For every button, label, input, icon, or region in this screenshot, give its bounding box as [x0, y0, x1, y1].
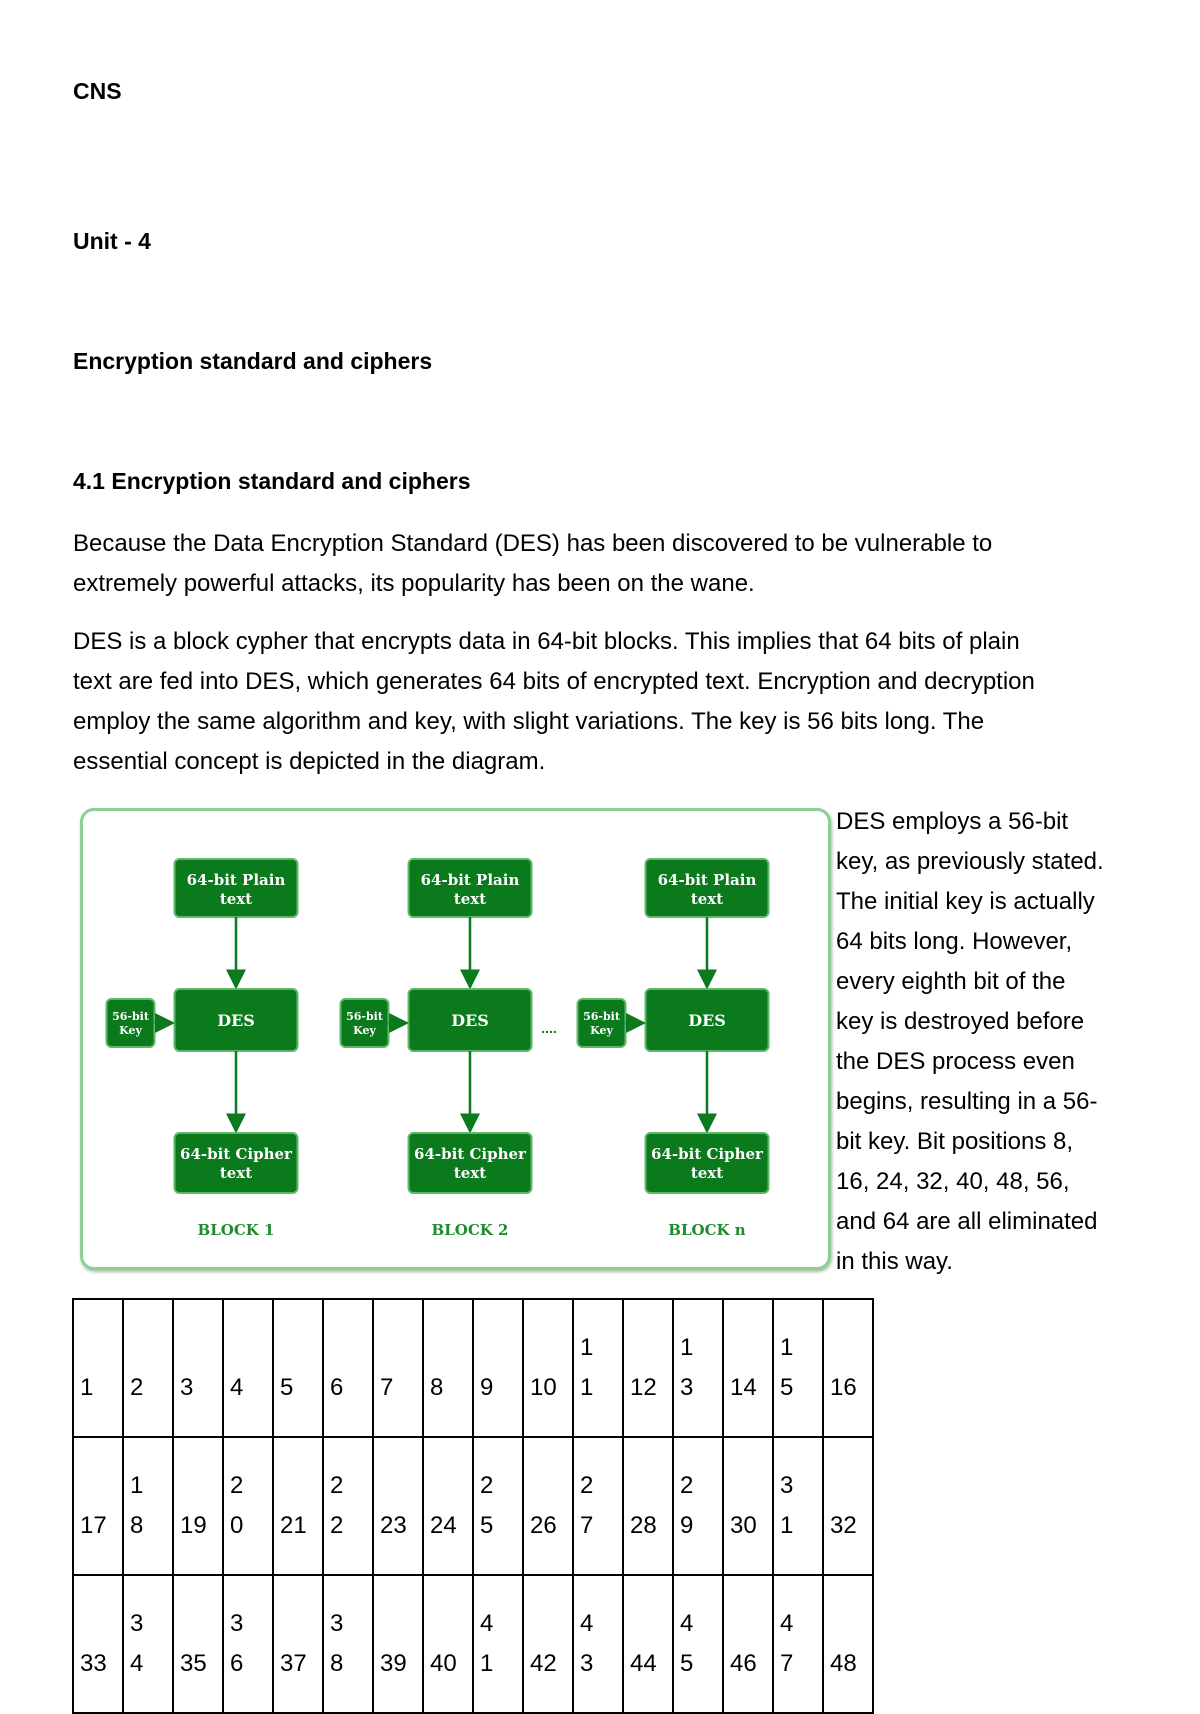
cell-text: 1	[80, 1374, 94, 1401]
cell-text: 9	[680, 1512, 694, 1539]
table-cell	[173, 1299, 223, 1437]
cell-text: 23	[380, 1512, 407, 1539]
cell-text: 1	[780, 1334, 794, 1361]
cell-text: 48	[830, 1650, 857, 1677]
cell-text: 2	[130, 1374, 144, 1401]
cell-text: 4	[580, 1610, 594, 1637]
table-row	[73, 1299, 873, 1437]
table-cell	[423, 1575, 473, 1713]
table-cell	[773, 1299, 823, 1437]
cell-text: 3	[330, 1610, 344, 1637]
table-cell	[673, 1575, 723, 1713]
side-text-line: every eighth bit of the	[836, 968, 1066, 995]
cell-text: 2	[230, 1472, 244, 1499]
side-text-line: key is destroyed before	[836, 1008, 1085, 1035]
cell-text: 6	[330, 1374, 344, 1401]
table-cell	[223, 1299, 273, 1437]
cell-text: 3	[230, 1610, 244, 1637]
table-cell	[373, 1575, 423, 1713]
cell-text: 26	[530, 1512, 557, 1539]
side-text-line: DES employs a 56-bit	[836, 808, 1069, 835]
cell-text: 37	[280, 1650, 307, 1677]
key-box	[341, 999, 389, 1047]
table-cell	[773, 1575, 823, 1713]
cell-text: 2	[330, 1472, 344, 1499]
cell-text: 2	[680, 1472, 694, 1499]
table-cell	[323, 1437, 373, 1575]
cell-text: 3	[180, 1374, 194, 1401]
cell-text: 0	[230, 1512, 244, 1539]
table-cell	[573, 1575, 623, 1713]
table-cell	[773, 1437, 823, 1575]
table-cell	[323, 1575, 373, 1713]
cell-text: 1	[580, 1334, 594, 1361]
cell-text: 32	[830, 1512, 857, 1539]
table-cell	[473, 1575, 523, 1713]
table-cell	[123, 1437, 173, 1575]
cell-text: 10	[530, 1374, 557, 1401]
table-cell	[223, 1575, 273, 1713]
side-text-line: the DES process even	[836, 1048, 1075, 1075]
cell-text: 4	[780, 1610, 794, 1637]
cell-text: 39	[380, 1650, 407, 1677]
key-label: Key	[353, 1024, 376, 1037]
table-cell	[273, 1299, 323, 1437]
ciphertext-box	[175, 1133, 298, 1193]
cell-text: 28	[630, 1512, 657, 1539]
section-heading: 4.1 Encryption standard and ciphers	[73, 468, 471, 494]
plaintext-label: 64-bit Plain	[420, 871, 520, 889]
des-label: DES	[688, 1011, 726, 1030]
cell-text: 42	[530, 1650, 557, 1677]
table-cell	[473, 1437, 523, 1575]
table-cell	[323, 1299, 373, 1437]
table-cell	[223, 1437, 273, 1575]
cell-text: 30	[730, 1512, 757, 1539]
key-box	[107, 999, 155, 1047]
plaintext-label: text	[219, 890, 253, 908]
block-label: BLOCK 1	[197, 1221, 275, 1239]
table-cell	[273, 1575, 323, 1713]
ciphertext-label: 64-bit Cipher	[414, 1145, 526, 1163]
cell-text: 46	[730, 1650, 757, 1677]
cell-text: 19	[180, 1512, 207, 1539]
course-code: CNS	[73, 78, 122, 104]
side-text-line: and 64 are all eliminated	[836, 1208, 1098, 1235]
cell-text: 1	[780, 1512, 794, 1539]
cell-text: 1	[480, 1650, 494, 1677]
block-label: BLOCK n	[668, 1221, 746, 1239]
document-title: Encryption standard and ciphers	[73, 348, 433, 374]
table-cell	[573, 1299, 623, 1437]
des-diagram-canvas	[83, 811, 828, 1267]
key-label: Key	[119, 1024, 142, 1037]
table-cell	[473, 1299, 523, 1437]
paragraph-des-description	[73, 622, 1133, 782]
table-cell	[723, 1575, 773, 1713]
cell-text: 40	[430, 1650, 457, 1677]
paragraph-line: extremely powerful attacks, its popularity has been on the wane.	[73, 570, 755, 597]
cell-text: 3	[780, 1472, 794, 1499]
cell-text: 4	[480, 1610, 494, 1637]
paragraph-line: employ the same algorithm and key, with slight variations. The key is 56 bits long. The	[73, 708, 985, 735]
cell-text: 7	[580, 1512, 594, 1539]
cell-text: 4	[230, 1374, 244, 1401]
cell-text: 3	[580, 1650, 594, 1677]
cell-text: 5	[680, 1650, 694, 1677]
table-cell	[123, 1575, 173, 1713]
cell-text: 35	[180, 1650, 207, 1677]
key-label: Key	[590, 1024, 613, 1037]
side-text-line: in this way.	[836, 1248, 953, 1275]
bit-position-table	[72, 1298, 874, 1714]
ciphertext-box	[409, 1133, 532, 1193]
paragraph-line: essential concept is depicted in the diagram.	[73, 748, 546, 775]
table-cell	[723, 1437, 773, 1575]
table-cell	[173, 1437, 223, 1575]
table-cell	[523, 1437, 573, 1575]
cell-text: 1	[130, 1472, 144, 1499]
cell-text: 5	[280, 1374, 294, 1401]
paragraph-line: text are fed into DES, which generates 64 bits of encrypted text. Encryption and decryption	[73, 668, 1035, 695]
cell-text: 2	[330, 1512, 344, 1539]
cell-text: 4	[130, 1650, 144, 1677]
table-cell	[373, 1437, 423, 1575]
cell-text: 6	[230, 1650, 244, 1677]
plaintext-label: text	[453, 890, 487, 908]
cell-text: 12	[630, 1374, 657, 1401]
table-cell	[623, 1437, 673, 1575]
table-cell	[273, 1437, 323, 1575]
key-label: 56-bit	[583, 1010, 620, 1023]
cell-text: 7	[780, 1650, 794, 1677]
cell-text: 3	[680, 1374, 694, 1401]
table-cell	[823, 1299, 873, 1437]
side-text-line: begins, resulting in a 56-	[836, 1088, 1098, 1115]
paragraph-line: Because the Data Encryption Standard (DES) has been discovered to be vulnerable to	[73, 530, 993, 557]
table-cell	[373, 1299, 423, 1437]
table-row	[73, 1437, 873, 1575]
cell-text: 3	[130, 1610, 144, 1637]
cell-text: 8	[330, 1650, 344, 1677]
table-cell	[123, 1299, 173, 1437]
table-cell	[573, 1437, 623, 1575]
paragraph-line: DES is a block cypher that encrypts data in 64-bit blocks. This implies that 64 bits of plain	[73, 628, 1020, 655]
table-cell	[423, 1299, 473, 1437]
side-explanation	[836, 802, 1136, 1282]
cell-text: 24	[430, 1512, 457, 1539]
plaintext-label: 64-bit Plain	[186, 871, 286, 889]
table-cell	[73, 1575, 123, 1713]
cell-text: 9	[480, 1374, 494, 1401]
cell-text: 5	[780, 1374, 794, 1401]
cell-text: 1	[680, 1334, 694, 1361]
side-text-line: key, as previously stated.	[836, 848, 1104, 875]
key-label: 56-bit	[112, 1010, 149, 1023]
table-cell	[673, 1437, 723, 1575]
cell-text: 44	[630, 1650, 657, 1677]
des-label: DES	[217, 1011, 255, 1030]
ciphertext-label: text	[219, 1164, 253, 1182]
cell-text: 2	[580, 1472, 594, 1499]
cell-text: 16	[830, 1374, 857, 1401]
table-cell	[723, 1299, 773, 1437]
block-label: BLOCK 2	[431, 1221, 509, 1239]
table-cell	[523, 1575, 573, 1713]
cell-text: 1	[580, 1374, 594, 1401]
cell-text: 21	[280, 1512, 307, 1539]
cell-text: 8	[130, 1512, 144, 1539]
cell-text: 33	[80, 1650, 107, 1677]
plaintext-label: 64-bit Plain	[657, 871, 757, 889]
table-cell	[623, 1299, 673, 1437]
table-row	[73, 1575, 873, 1713]
side-text-line: 64 bits long. However,	[836, 928, 1073, 955]
ciphertext-label: 64-bit Cipher	[180, 1145, 292, 1163]
paragraph-des-vulnerability	[73, 524, 1133, 604]
table-cell	[673, 1299, 723, 1437]
des-label: DES	[451, 1011, 489, 1030]
unit-label: Unit - 4	[73, 228, 151, 254]
cell-text: 14	[730, 1374, 757, 1401]
ciphertext-label: 64-bit Cipher	[651, 1145, 763, 1163]
cell-text: 5	[480, 1512, 494, 1539]
cell-text: 2	[480, 1472, 494, 1499]
side-text-line: The initial key is actually	[836, 888, 1095, 915]
plaintext-label: text	[690, 890, 724, 908]
ellipsis-label: ....	[541, 1020, 557, 1036]
table-cell	[423, 1437, 473, 1575]
side-text-line: 16, 24, 32, 40, 48, 56,	[836, 1168, 1070, 1195]
key-box	[578, 999, 626, 1047]
table-cell	[523, 1299, 573, 1437]
table-cell	[823, 1437, 873, 1575]
table-cell	[623, 1575, 673, 1713]
table-cell	[73, 1437, 123, 1575]
des-block-diagram	[80, 808, 831, 1270]
cell-text: 4	[680, 1610, 694, 1637]
ciphertext-label: text	[453, 1164, 487, 1182]
cell-text: 17	[80, 1512, 107, 1539]
ciphertext-label: text	[690, 1164, 724, 1182]
key-label: 56-bit	[346, 1010, 383, 1023]
table-cell	[73, 1299, 123, 1437]
cell-text: 7	[380, 1374, 394, 1401]
table-cell	[173, 1575, 223, 1713]
table-cell	[823, 1575, 873, 1713]
ciphertext-box	[646, 1133, 769, 1193]
side-text-line: bit key. Bit positions 8,	[836, 1128, 1073, 1155]
cell-text: 8	[430, 1374, 444, 1401]
